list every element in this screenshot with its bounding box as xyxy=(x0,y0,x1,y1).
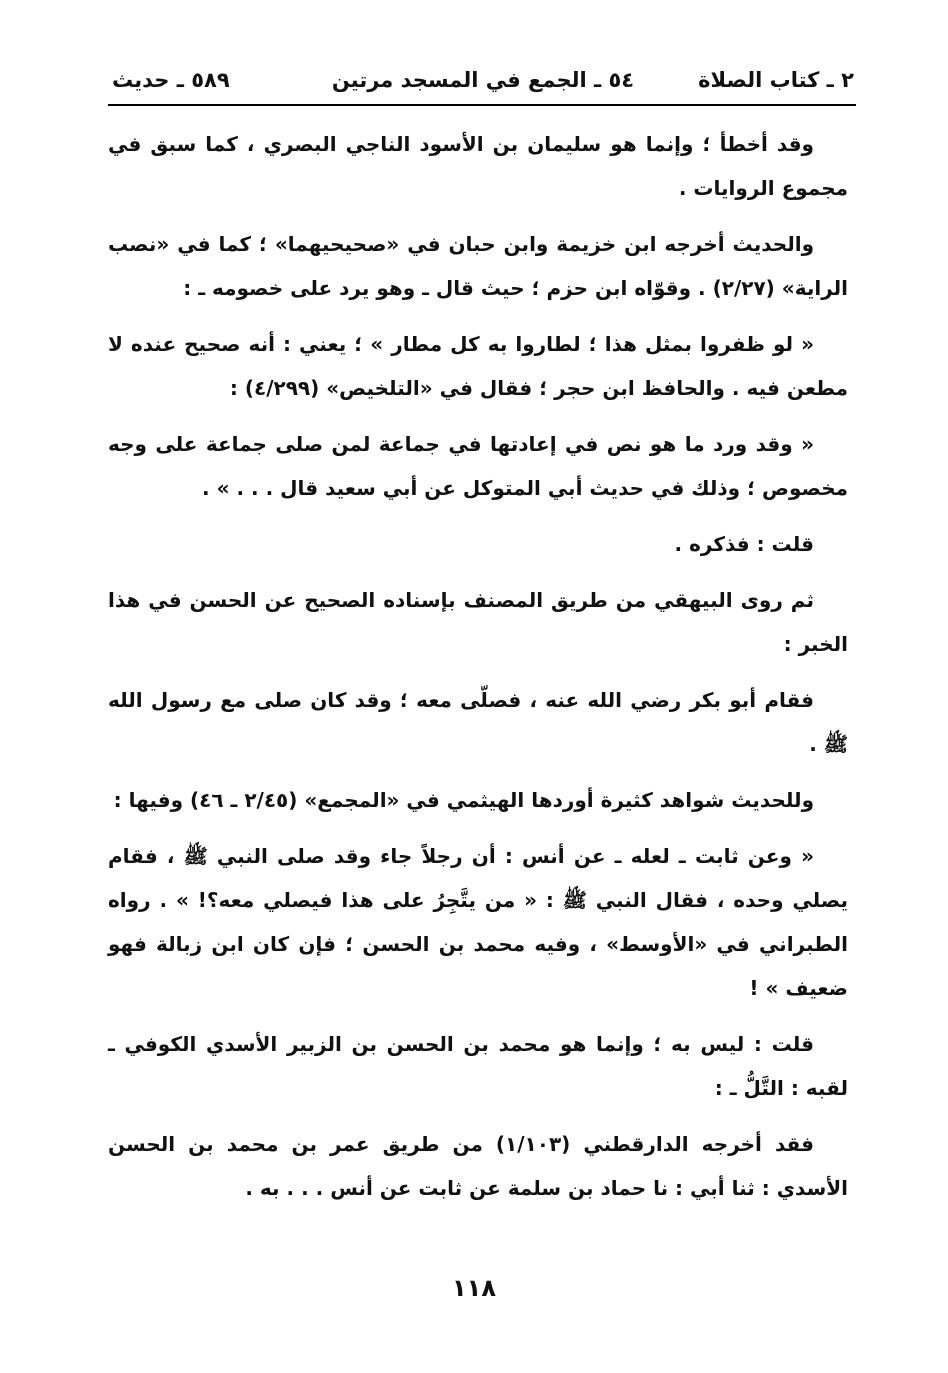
paragraph: وقد أخطأ ؛ وإنما هو سليمان بن الأسود الناجي البصري ، كما سبق في مجموع الروايات . xyxy=(108,132,848,200)
paragraph: قلت : فذكره . xyxy=(674,532,814,556)
page-number: ١١٨ xyxy=(452,1274,496,1302)
page-body xyxy=(108,122,848,1222)
header-book-chapter: ٢ ـ كتاب الصلاة xyxy=(698,68,854,92)
paragraph: فقد أخرجه الدارقطني (١/١٠٣) من طريق عمر بن محمد بن الحسن الأسدي : ثنا أبي : نا حماد بن سلمة عن ثابت عن أنس . . . به . xyxy=(108,1132,848,1200)
paragraph: والحديث أخرجه ابن خزيمة وابن حبان في «صحيحيهما» ؛ كما في «نصب الراية» (٢/٢٧) . وقوّاه ابن حزم ؛ حيث قال ـ وهو يرد على خصومه ـ : xyxy=(108,232,848,300)
paragraph: قلت : ليس به ؛ وإنما هو محمد بن الحسن بن الزبير الأسدي الكوفي ـ لقبه : التَّلُّ ـ : xyxy=(108,1032,848,1100)
header-hadith-number: ٥٨٩ ـ حديث xyxy=(112,68,230,92)
paragraph: وللحديث شواهد كثيرة أوردها الهيثمي في «المجمع» (٢/٤٥ ـ ٤٦) وفيها : xyxy=(113,788,814,812)
paragraph: « وعن ثابت ـ لعله ـ عن أنس : أن رجلاً جاء وقد صلى النبي ﷺ ، فقام يصلي وحده ، فقال النبي ﷺ : « من يتَّجِرُ على هذا فيصلي معه؟! » . رواه الطبراني في «الأوسط» ، وفيه محمد بن الحسن ؛ فإن كان ابن زبالة فهو ضعيف » ! xyxy=(108,844,848,1000)
paragraph: « لو ظفروا بمثل هذا ؛ لطاروا به كل مطار » ؛ يعني : أنه صحيح عنده لا مطعن فيه . والحافظ ابن حجر ؛ فقال في «التلخيص» (٤/٢٩٩) : xyxy=(108,332,848,400)
paragraph: ثم روى البيهقي من طريق المصنف بإسناده الصحيح عن الحسن في هذا الخبر : xyxy=(108,588,848,656)
running-header xyxy=(112,68,854,102)
paragraph: « وقد ورد ما هو نص في إعادتها في جماعة لمن صلى جماعة على وجه مخصوص ؛ وذلك في حديث أبي المتوكل عن أبي سعيد قال . . . » . xyxy=(108,432,848,500)
paragraph: فقام أبو بكر رضي الله عنه ، فصلّى معه ؛ وقد كان صلى مع رسول الله ﷺ . xyxy=(108,688,848,756)
header-divider xyxy=(108,104,856,106)
header-section-title: ٥٤ ـ الجمع في المسجد مرتين xyxy=(331,68,635,92)
